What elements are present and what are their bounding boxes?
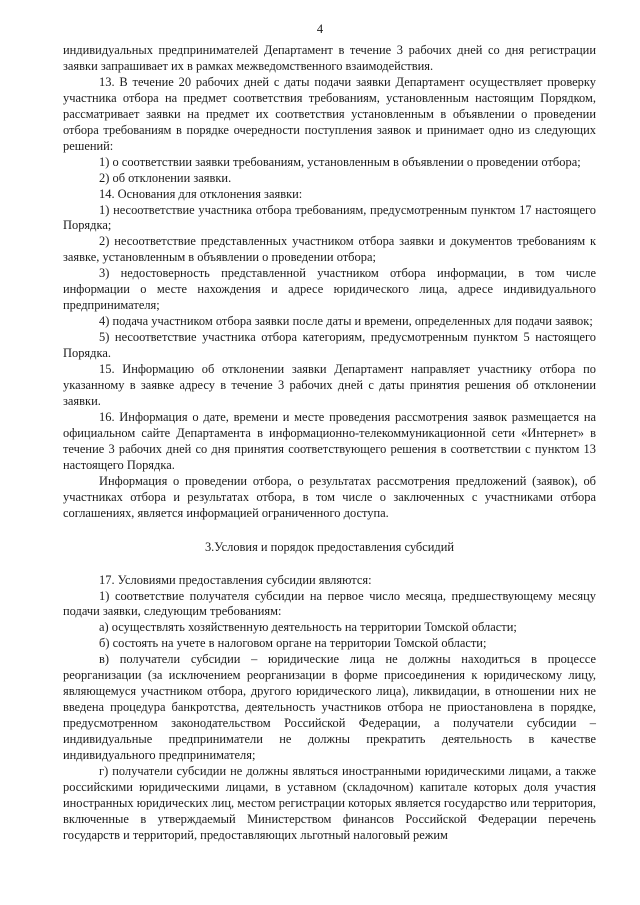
paragraph-item-17-1: 1) соответствие получателя субсидии на первое число месяца, предшествующему месяцу подачи заявки, следующим требованиям:	[63, 588, 596, 619]
paragraph-item-17-1-a: а) осуществлять хозяйственную деятельность на территории Томской области;	[99, 620, 517, 635]
paragraph-item-17-1-v: в) получатели субсидии – юридические лица не должны находиться в процессе реорганизации (за исключением реорганизации в форме присоединения к юридическому лицу, являющемуся участником отбора, другого юридического лица), ликвидации, в отношении них не введена процедура банкротства, деятельность участников отбора не приостановлена в порядке, предусмотренном законодательством Российской Федерации, а получатели субсидии – индивидуальные предприниматели не должны прекратить деятельность в качестве индивидуального предпринимателя;	[63, 652, 596, 763]
paragraph-item-14: 14. Основания для отклонения заявки:	[99, 186, 303, 201]
paragraph-item-14-3: 3) недостоверность представленной участником отбора информации, в том числе информации о месте нахождения и адресе юридического лица, адресе индивидуального предпринимателя;	[63, 266, 596, 313]
paragraph-item-14-1: 1) несоответствие участника отбора требованиям, предусмотренным пунктом 17 настоящего Порядка;	[63, 202, 596, 233]
paragraph-item-14-5: 5) несоответствие участника отбора категориям, предусмотренным пунктом 5 настоящего Порядка.	[63, 330, 596, 361]
document-body	[63, 43, 596, 844]
paragraph-item-17-1-b: б) состоять на учете в налоговом органе на территории Томской области;	[99, 636, 487, 651]
paragraph-item-13-2: 2) об отклонении заявки.	[99, 170, 232, 185]
paragraph-continuation: индивидуальных предпринимателей Департамент в течение 3 рабочих дней со дня регистрации заявки запрашивает их в рамках межведомственного взаимодействия.	[63, 43, 596, 73]
paragraph-item-17: 17. Условиями предоставления субсидии являются:	[99, 572, 372, 587]
paragraph-item-15: 15. Информацию об отклонении заявки Департамент направляет участнику отбора по указанному в заявке адресу в течение 3 рабочих дней с даты принятия решения об отклонении заявки.	[63, 362, 596, 408]
paragraph-item-17-1-g: г) получатели субсидии не должны являться иностранными юридическими лицами, а также российскими юридическими лицами, в уставном (складочном) капитале которых доля участия иностранных юридических лиц, местом регистрации которых является государство или территория, включенные в утверждаемый Министерством финансов Российской Федерации перечень государств и территорий, предоставляющих льготный налоговый режим	[63, 763, 596, 842]
page-number: 4	[316, 22, 324, 36]
paragraph-item-14-4: 4) подача участником отбора заявки после даты и времени, определенных для подачи заявок;	[99, 314, 593, 329]
paragraph-item-13: 13. В течение 20 рабочих дней с даты подачи заявки Департамент осуществляет проверку участника отбора на предмет соответствия требованиям, установленным настоящим Порядком, рассматривает заявки на предмет их соответствия установленным в объявлении о проведении отбора требованиям в порядке очередности поступления заявок и принимает одно из следующих решений:	[63, 74, 596, 153]
section-title: 3.Условия и порядок предоставления субсидий	[204, 539, 455, 554]
paragraph-item-14-2: 2) несоответствие представленных участником отбора заявки и документов требованиям к заявке, установленным в объявлении о проведении отбора;	[63, 234, 596, 265]
paragraph-info-restricted: Информация о проведении отбора, о результатах рассмотрения предложений (заявок), об участниках отбора и результатах отбора, в том числе о заключенных с участниками отбора соглашениях, является информацией ограниченного доступа.	[63, 473, 596, 520]
paragraph-item-16: 16. Информация о дате, времени и месте проведения рассмотрения заявок размещается на официальном сайте Департамента в информационно-телекоммуникационной сети «Интернет» в течение 3 рабочих дней со дня принятия соответствующего решения в соответствии с пунктом 13 настоящего Порядка.	[63, 409, 596, 472]
paragraph-item-13-1: 1) о соответствии заявки требованиям, установленным в объявлении о проведении отбора;	[99, 154, 581, 169]
